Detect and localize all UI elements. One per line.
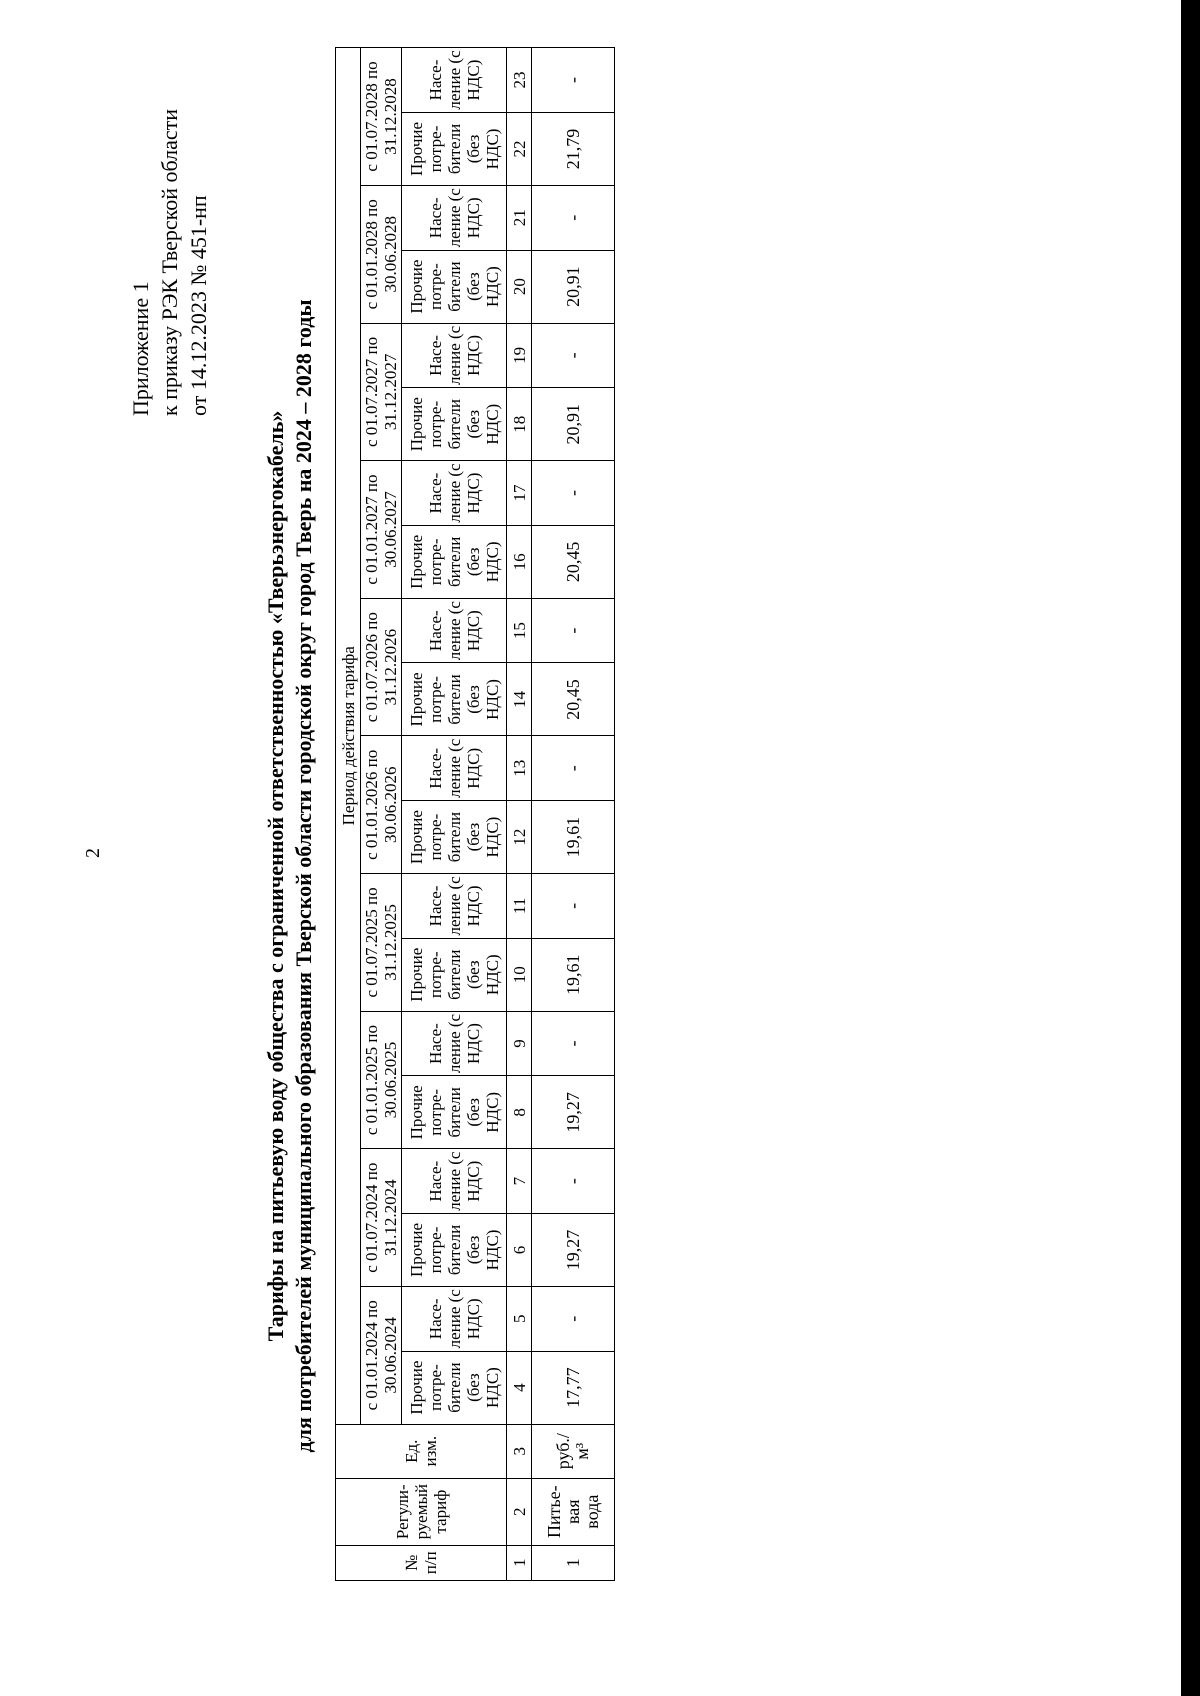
header-unit: Ед. изм.	[336, 1424, 507, 1478]
column-number: 8	[507, 1076, 532, 1149]
column-number: 20	[507, 250, 532, 323]
tariff-value: 20,91	[532, 388, 615, 461]
header-population: Насе-ление (с НДС)	[402, 323, 507, 388]
tariff-table	[335, 47, 615, 1581]
tariff-value: -	[532, 323, 615, 388]
period-header: с 01.07.2026 по 31.12.2026	[361, 598, 402, 736]
title-line: для потребителей муниципального образования Тверской области городской округ город Тверь на 2024 – 2028 годы	[291, 299, 316, 1453]
tariff-value: 20,91	[532, 250, 615, 323]
column-number: 12	[507, 801, 532, 874]
header-period: Период действия тарифа	[336, 48, 361, 1425]
tariff-value: -	[532, 1286, 615, 1351]
header-population: Насе-ление (с НДС)	[402, 874, 507, 939]
period-header: с 01.01.2024 по 30.06.2024	[361, 1286, 402, 1424]
appendix-line: к приказу РЭК Тверской области	[157, 108, 182, 416]
header-other-consumers: Прочие потре-бители (без НДС)	[402, 1351, 507, 1424]
header-other-consumers: Прочие потре-бители (без НДС)	[402, 250, 507, 323]
column-number: 15	[507, 598, 532, 663]
tariff-value: -	[532, 1011, 615, 1076]
column-number: 10	[507, 938, 532, 1011]
row-unit: руб./м³	[532, 1424, 615, 1478]
column-number: 3	[507, 1424, 532, 1478]
tariff-value: -	[532, 48, 615, 113]
header-other-consumers: Прочие потре-бители (без НДС)	[402, 112, 507, 185]
column-number: 2	[507, 1478, 532, 1545]
column-number: 4	[507, 1351, 532, 1424]
column-number: 6	[507, 1213, 532, 1286]
tariff-value: -	[532, 874, 615, 939]
tariff-value: 19,61	[532, 801, 615, 874]
header-population: Насе-ление (с НДС)	[402, 736, 507, 801]
column-number: 13	[507, 736, 532, 801]
tariff-value: 19,27	[532, 1213, 615, 1286]
tariff-value: 20,45	[532, 525, 615, 598]
header-population: Насе-ление (с НДС)	[402, 48, 507, 113]
period-header: с 01.07.2025 по 31.12.2025	[361, 874, 402, 1012]
header-population: Насе-ление (с НДС)	[402, 1011, 507, 1076]
column-number: 21	[507, 185, 532, 250]
appendix-line: Приложение 1	[128, 281, 153, 416]
column-number-row	[507, 48, 532, 1581]
period-row	[361, 48, 402, 1581]
scan-edge-bar	[1181, 0, 1200, 1696]
column-number: 22	[507, 112, 532, 185]
column-number: 18	[507, 388, 532, 461]
tariff-value: -	[532, 1149, 615, 1214]
header-other-consumers: Прочие потре-бители (без НДС)	[402, 525, 507, 598]
column-number: 7	[507, 1149, 532, 1214]
document-title	[262, 176, 318, 1576]
period-header: с 01.01.2027 по 30.06.2027	[361, 461, 402, 599]
header-other-consumers: Прочие потре-бители (без НДС)	[402, 663, 507, 736]
header-num: № п/п	[336, 1545, 507, 1580]
header-other-consumers: Прочие потре-бители (без НДС)	[402, 1076, 507, 1149]
subheader-row	[402, 48, 507, 1581]
tariff-value: 19,27	[532, 1076, 615, 1149]
period-header: с 01.01.2028 по 30.06.2028	[361, 185, 402, 323]
header-tariff: Регули-руемый тариф	[336, 1478, 507, 1545]
column-number: 23	[507, 48, 532, 113]
period-header: с 01.07.2028 по 31.12.2028	[361, 48, 402, 186]
period-header: с 01.01.2026 по 30.06.2026	[361, 736, 402, 874]
title-line: Тарифы на питьевую воду общества с ограниченной ответственностью «Тверьэнергокабель»	[263, 410, 288, 1342]
header-population: Насе-ление (с НДС)	[402, 1149, 507, 1214]
column-number: 14	[507, 663, 532, 736]
tariff-value: 17,77	[532, 1351, 615, 1424]
tariff-value: 19,61	[532, 938, 615, 1011]
column-number: 5	[507, 1286, 532, 1351]
header-population: Насе-ление (с НДС)	[402, 598, 507, 663]
header-population: Насе-ление (с НДС)	[402, 1286, 507, 1351]
header-other-consumers: Прочие потре-бители (без НДС)	[402, 801, 507, 874]
period-header: с 01.07.2024 по 31.12.2024	[361, 1149, 402, 1287]
tariff-value: -	[532, 598, 615, 663]
column-number: 9	[507, 1011, 532, 1076]
column-number: 17	[507, 461, 532, 526]
tariff-value: 21,79	[532, 112, 615, 185]
page-number: 2	[82, 848, 104, 858]
rotated-page	[0, 36, 1120, 1696]
header-population: Насе-ление (с НДС)	[402, 185, 507, 250]
column-number: 19	[507, 323, 532, 388]
tariff-value: -	[532, 461, 615, 526]
column-number: 16	[507, 525, 532, 598]
tariff-value: 20,45	[532, 663, 615, 736]
column-number: 11	[507, 874, 532, 939]
row-num: 1	[532, 1545, 615, 1580]
row-tariff: Питье-вая вода	[532, 1478, 615, 1545]
appendix-line: от 14.12.2023 № 451-нп	[186, 195, 211, 416]
period-header: с 01.01.2025 по 30.06.2025	[361, 1011, 402, 1149]
header-other-consumers: Прочие потре-бители (без НДС)	[402, 388, 507, 461]
period-header: с 01.07.2027 по 31.12.2027	[361, 323, 402, 461]
appendix-block	[126, 109, 213, 416]
column-number: 1	[507, 1545, 532, 1580]
header-other-consumers: Прочие потре-бители (без НДС)	[402, 1213, 507, 1286]
table-row	[532, 48, 615, 1581]
header-population: Насе-ление (с НДС)	[402, 461, 507, 526]
header-other-consumers: Прочие потре-бители (без НДС)	[402, 938, 507, 1011]
tariff-value: -	[532, 185, 615, 250]
tariff-value: -	[532, 736, 615, 801]
